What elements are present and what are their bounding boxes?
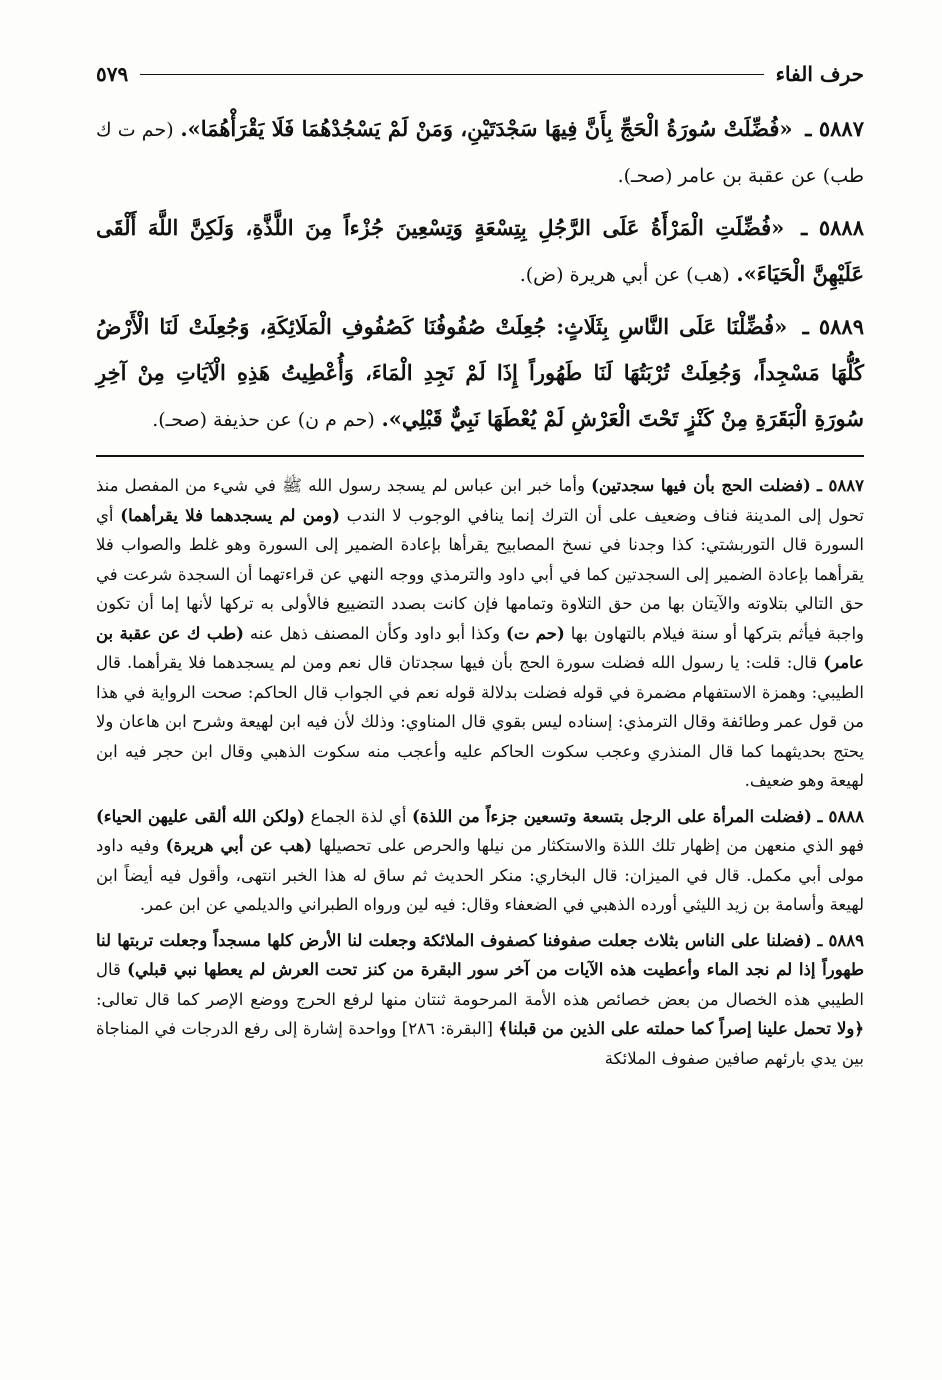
- commentary-number: ٥٨٨٧ ـ: [817, 476, 864, 495]
- hadith-number: ٥٨٨٧ ـ: [805, 116, 864, 141]
- commentary-text: وفيه داود مولى أبي مكمل. قال في الميزان: قال البخاري: منكر الحديث ثم ساق له هذا الخبر انتهى، وأقول فيه أيضاً ابن لهيعة وأسامة بن زيد الليثي أورده الذهبي في الضعفاء وقال: فيه لين ورواه الطبراني والديلمي عن ابن عمر.: [96, 836, 864, 914]
- hadith-5889: [96, 304, 864, 443]
- hadith-text: «فُضِّلْنَا عَلَى النَّاسِ بِثَلَاثٍ: جُعِلَتْ صُفُوفُنَا كَصُفُوفِ الْمَلَائِكَةِ، وَجُعِلَتْ لَنَا الْأَرْضُ كُلُّهَا مَسْجِداً، وَجُعِلَتْ تُرْبَتُهَا لَنَا طَهُوراً إِذَا لَمْ نَجِدِ الْمَاءَ، وَأُعْطِيتُ هَذِهِ الْآيَاتِ مِنْ آخِرِ سُورَةِ الْبَقَرَةِ مِنْ كَنْزٍ تَحْتَ الْعَرْشِ لَمْ يُعْطَهَا نَبِيٌّ قَبْلِي».: [96, 314, 864, 431]
- quran-verse: ﴿ولا تحمل علينا إصراً كما حملته على الذين من قبلنا﴾: [498, 1019, 864, 1038]
- quoted-matn: (فضلنا على الناس بثلاث جعلت صفوفنا كصفوف الملائكة وجعلت لنا الأرض كلها مسجداً وجعلت تربتها لنا طهوراً إذا لم نجد الماء وأعطيت هذه الآيات من آخر سور البقرة من كنز تحت العرش لم يعطها نبي قبلي): [96, 930, 864, 979]
- quoted-matn: (فضلت المرأة على الرجل بتسعة وتسعين جزءاً من اللذة): [412, 806, 812, 826]
- commentary-text: وأما خبر ابن عباس لم يسجد رسول الله ﷺ في شيء من المفصل منذ تحول إلى المدينة فناف وضعيف على أن الترك إنما ينافي الوجوب لا الندب: [96, 476, 864, 525]
- quoted-matn: (فضلت الحج بأن فيها سجدتين): [591, 476, 811, 495]
- hadith-number: ٥٨٨٨ ـ: [801, 215, 864, 240]
- source-code: (طب ك عن عقبة بن عامر): [96, 623, 864, 672]
- commentary-5888: [96, 802, 864, 920]
- commentary-number: ٥٨٨٨ ـ: [817, 806, 864, 826]
- commentary-text: فهو الذي منعهن من إظهار تلك اللذة والاستكثار من نيلها والحرص على تحصيلها: [312, 836, 864, 855]
- commentary-text: أي السورة قال التوربشتي: كذا وجدنا في نسخ المصابيح يقرأها بإعادة الضمير إلى السورة وهو غلط والصواب فلا يقرأهما بإعادة الضمير إلى السجدتين كما في أبي داود والترمذي ووجه النهي عن قراءتهما أن السجدة شرعت في حق التالي بتلاوته والآيتان بها من حق التلاوة وتمامها فإن كانت بصدد التضييع فالأولى به تركها لأنها إما أن تكون واجبة فيأثم بتركها أو سنة فيلام بالتهاون بها: [96, 505, 865, 643]
- header-rule: [140, 74, 763, 75]
- hadith-5888: [96, 205, 864, 298]
- commentary-section: [96, 471, 864, 1073]
- hadith-number: ٥٨٨٩ ـ: [802, 314, 864, 339]
- page-number: ٥٧٩: [96, 62, 129, 86]
- hadith-text: «فُضِّلَتْ سُورَةُ الْحَجِّ بِأَنَّ فِيهَا سَجْدَتَيْنِ، وَمَنْ لَمْ يَسْجُدْهُمَا فَلَا يَقْرَأْهُمَا».: [180, 116, 793, 141]
- hadith-source: (هب) عن أبي هريرة (ض).: [519, 264, 730, 286]
- chapter-title: حرف الفاء: [775, 62, 864, 86]
- commentary-text: وكذا أبو داود وكأن المصنف ذهل عنه: [243, 623, 507, 643]
- quoted-matn: (ومن لم يسجدهما فلا يقرأهما): [120, 505, 340, 525]
- hadith-source: (حم م ن) عن حذيفة (صحـ).: [152, 409, 375, 431]
- commentary-text: أي لذة الجماع: [304, 806, 413, 826]
- hadith-5887: [96, 106, 864, 199]
- source-code: (هب عن أبي هريرة): [165, 836, 313, 855]
- hadith-source: (حم ت ك طب) عن عقبة بن عامر (صحـ).: [96, 119, 864, 187]
- section-divider: [96, 455, 864, 457]
- quoted-matn: (ولكن الله ألقى عليهن الحياء): [96, 806, 305, 826]
- hadith-text-section: [96, 106, 864, 443]
- hadith-text: «فُضِّلَتِ الْمَرْأَةُ عَلَى الرَّجُلِ بِتِسْعَةٍ وَتِسْعِينَ جُزْءاً مِنَ اللَّذَّةِ، وَلَكِنَّ اللَّهَ أَلْقَى عَلَيْهِنَّ الْحَيَاءَ».: [96, 215, 864, 286]
- commentary-5887: [96, 471, 864, 796]
- commentary-text: [البقرة: ٢٨٦] وواحدة إشارة إلى رفع الدرجات في المناجاة بين يدي بارئهم صافين صفوف الملائكة: [96, 1019, 864, 1068]
- commentary-5889: [96, 926, 864, 1074]
- commentary-text: قال الطيبي هذه الخصال من بعض خصائص هذه الأمة المرحومة ثنتان منها لرفع الحرج ووضع الإصر كما قال تعالى:: [96, 960, 864, 1009]
- running-header: [96, 56, 864, 92]
- source-code: (حم ت): [506, 623, 565, 643]
- commentary-number: ٥٨٨٩ ـ: [817, 930, 864, 950]
- commentary-text: قال: قلت: يا رسول الله فضلت سورة الحج بأن فيها سجدتان قال نعم ومن لم يسجدهما فلا يقرأهما. قال الطيبي: وهمزة الاستفهام مضمرة في قوله فضلت بدلالة قوله نعم في الجواب قال الحاكم: صحت الرواية في هذا من قول عمر وطائفة وقال الترمذي: إسناده ليس بقوي قال المناوي: وذلك لأن فيه ابن لهيعة وشرح ابن هاعان ولا يحتج بحديثهما كما قال المنذري وعجب سكوت الحاكم عليه وأعجب منه سكوت الذهبي وقال ابن حجر فيه ابن لهيعة وهو ضعيف.: [96, 653, 864, 790]
